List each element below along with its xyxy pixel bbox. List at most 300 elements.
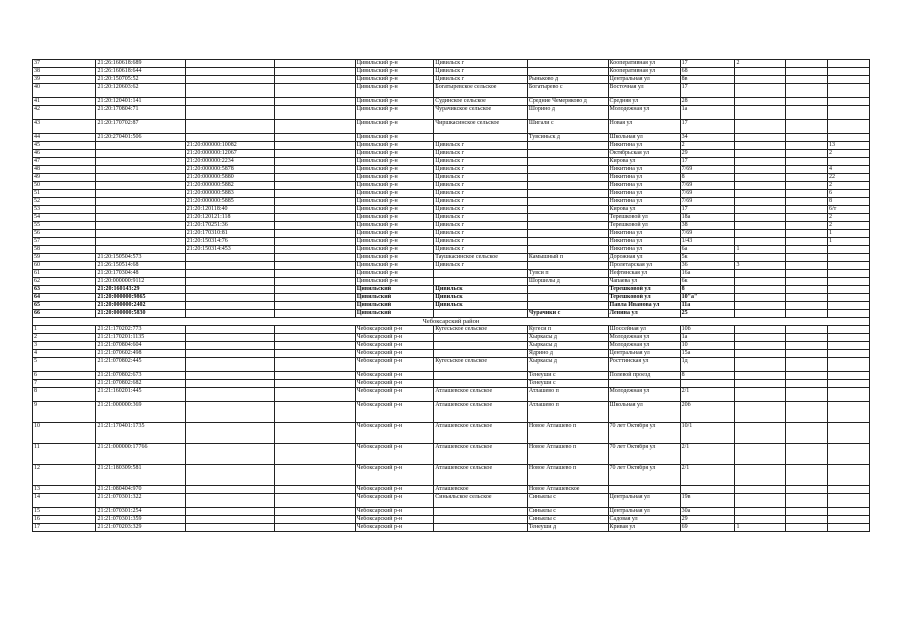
table-cell bbox=[735, 238, 786, 246]
table-cell: Чебоксарский р-н bbox=[355, 350, 434, 358]
table-cell: 17 bbox=[680, 206, 735, 214]
table-cell: Центральная ул bbox=[608, 494, 680, 508]
table-row bbox=[33, 214, 870, 222]
table-cell bbox=[827, 254, 869, 262]
table-cell bbox=[275, 350, 356, 358]
table-cell: 1/43 bbox=[680, 238, 735, 246]
table-cell: 21:20:000000:2234 bbox=[185, 158, 274, 166]
table-cell bbox=[275, 524, 356, 532]
table-cell: 25 bbox=[680, 310, 735, 318]
table-cell: 39 bbox=[33, 76, 96, 84]
table-cell bbox=[735, 254, 786, 262]
table-cell bbox=[735, 278, 786, 286]
table-cell: 21:21:070602:498 bbox=[96, 350, 185, 358]
table-cell: 21:21:170201:1135 bbox=[96, 334, 185, 342]
table-cell bbox=[527, 262, 608, 270]
table-cell: 30а bbox=[680, 508, 735, 516]
table-cell bbox=[275, 238, 356, 246]
table-cell: Цивильск г bbox=[434, 214, 528, 222]
table-row bbox=[33, 326, 870, 334]
table-row bbox=[33, 302, 870, 310]
table-cell: Павла Иванова ул bbox=[608, 302, 680, 310]
table-cell: 41 bbox=[33, 98, 96, 106]
table-cell bbox=[827, 423, 869, 444]
table-cell bbox=[827, 350, 869, 358]
table-cell bbox=[786, 134, 828, 142]
table-cell: 3 bbox=[735, 262, 786, 270]
table-cell: 3 bbox=[33, 342, 96, 350]
table-cell: 10/1 bbox=[680, 423, 735, 444]
table-row bbox=[33, 254, 870, 262]
table-cell bbox=[527, 302, 608, 310]
table-cell bbox=[786, 150, 828, 158]
table-cell bbox=[786, 380, 828, 388]
table-cell bbox=[786, 286, 828, 294]
table-cell bbox=[827, 60, 869, 68]
table-cell: 61 bbox=[33, 270, 96, 278]
table-cell bbox=[786, 68, 828, 76]
table-cell: 21:21:080404:970 bbox=[96, 486, 185, 494]
table-cell: 10б bbox=[680, 326, 735, 334]
table-cell: 21:20:000000:5830 bbox=[96, 310, 185, 318]
table-cell: Цивильский р-н bbox=[355, 174, 434, 182]
table-cell bbox=[827, 444, 869, 465]
table-cell: 42 bbox=[33, 106, 96, 120]
table-cell: 8 bbox=[680, 174, 735, 182]
table-cell bbox=[786, 222, 828, 230]
table-cell: Атлашевское сельское bbox=[434, 444, 528, 465]
table-cell: Цивильск bbox=[434, 286, 528, 294]
table-cell: Ленина ул bbox=[608, 310, 680, 318]
table-cell: Атлашевское сельское bbox=[434, 465, 528, 486]
table-cell: 63 bbox=[33, 286, 96, 294]
table-cell: Терешковой ул bbox=[608, 214, 680, 222]
table-cell bbox=[735, 423, 786, 444]
table-cell: Средняя ул bbox=[608, 98, 680, 106]
table-cell bbox=[827, 516, 869, 524]
table-cell bbox=[735, 98, 786, 106]
table-cell: 68 bbox=[680, 68, 735, 76]
table-row bbox=[33, 372, 870, 380]
table-cell: Цивильск bbox=[434, 302, 528, 310]
table-cell bbox=[275, 326, 356, 334]
table-cell bbox=[735, 294, 786, 302]
table-cell: Цивильский р-н bbox=[355, 120, 434, 134]
table-row bbox=[33, 516, 870, 524]
table-cell bbox=[275, 388, 356, 402]
table-cell: 47 bbox=[33, 158, 96, 166]
table-cell: 34 bbox=[680, 134, 735, 142]
table-cell bbox=[827, 134, 869, 142]
table-cell: 59 bbox=[33, 254, 96, 262]
table-cell: 6 bbox=[827, 190, 869, 198]
table-row bbox=[33, 174, 870, 182]
table-cell: 1 bbox=[735, 524, 786, 532]
table-cell bbox=[827, 465, 869, 486]
table-cell bbox=[185, 278, 274, 286]
table-cell: Богатыревское сельское bbox=[434, 84, 528, 98]
table-cell: Цивильский bbox=[355, 286, 434, 294]
table-cell: 57 bbox=[33, 238, 96, 246]
table-cell: 2 bbox=[827, 182, 869, 190]
table-cell: 21:20:170310:81 bbox=[185, 230, 274, 238]
table-cell bbox=[786, 214, 828, 222]
table-cell: 21:21:070203:329 bbox=[96, 524, 185, 532]
table-cell bbox=[827, 494, 869, 508]
table-cell: Молодежная ул bbox=[608, 106, 680, 120]
table-cell: 10 bbox=[33, 423, 96, 444]
table-cell: Шоршелы д bbox=[527, 278, 608, 286]
table-cell: Тенеуши с bbox=[527, 372, 608, 380]
table-cell: 54 bbox=[33, 214, 96, 222]
table-cell bbox=[185, 423, 274, 444]
table-cell: 62 bbox=[33, 278, 96, 286]
table-cell: Кугесьское сельское bbox=[434, 326, 528, 334]
table-cell: Молодежная ул bbox=[608, 342, 680, 350]
table-cell bbox=[275, 262, 356, 270]
table-cell bbox=[786, 423, 828, 444]
table-cell bbox=[786, 174, 828, 182]
table-cell: 21:21:070301:322 bbox=[96, 494, 185, 508]
table-cell bbox=[275, 270, 356, 278]
table-cell: 2 bbox=[827, 150, 869, 158]
table-cell bbox=[827, 310, 869, 318]
table-cell: 70 лет Октября ул bbox=[608, 444, 680, 465]
table-cell bbox=[275, 134, 356, 142]
table-cell bbox=[786, 278, 828, 286]
table-cell bbox=[527, 230, 608, 238]
table-cell bbox=[827, 388, 869, 402]
table-cell bbox=[185, 310, 274, 318]
table-cell bbox=[735, 302, 786, 310]
table-cell bbox=[735, 380, 786, 388]
table-cell bbox=[827, 262, 869, 270]
table-row bbox=[33, 278, 870, 286]
table-cell: Цивильский р-н bbox=[355, 60, 434, 68]
table-cell bbox=[96, 222, 185, 230]
table-cell bbox=[185, 98, 274, 106]
table-cell: Чебоксарский р-н bbox=[355, 326, 434, 334]
table-cell bbox=[527, 182, 608, 190]
table-cell bbox=[185, 76, 274, 84]
table-cell bbox=[185, 254, 274, 262]
table-cell bbox=[735, 84, 786, 98]
table-cell bbox=[786, 294, 828, 302]
table-cell: Цивильск г bbox=[434, 76, 528, 84]
table-cell: Атлашевское сельское bbox=[434, 388, 528, 402]
table-cell bbox=[275, 166, 356, 174]
table-cell: Атлашевское сельское bbox=[434, 402, 528, 423]
table-cell bbox=[185, 326, 274, 334]
table-cell bbox=[96, 190, 185, 198]
table-cell bbox=[527, 68, 608, 76]
table-cell: Чебоксарский р-н bbox=[355, 423, 434, 444]
table-cell: 21:20:150314:76 bbox=[185, 238, 274, 246]
table-cell: 2 bbox=[33, 334, 96, 342]
table-cell: Цивильский р-н bbox=[355, 270, 434, 278]
table-cell bbox=[735, 350, 786, 358]
table-cell bbox=[434, 310, 528, 318]
table-cell: 5к bbox=[680, 254, 735, 262]
table-cell bbox=[275, 508, 356, 516]
table-cell: 21:20:120121:118 bbox=[185, 214, 274, 222]
table-cell: Рыньково д bbox=[527, 76, 608, 84]
table-cell bbox=[827, 334, 869, 342]
table-cell: Цивильск г bbox=[434, 142, 528, 150]
table-cell bbox=[735, 68, 786, 76]
table-cell: 21:21:000000:369 bbox=[96, 402, 185, 423]
table-cell: 5 bbox=[33, 358, 96, 372]
table-cell: Цивильск г bbox=[434, 190, 528, 198]
table-cell: Цивильский р-н bbox=[355, 214, 434, 222]
table-cell bbox=[185, 516, 274, 524]
table-row bbox=[33, 84, 870, 98]
table-cell: Цивильск г bbox=[434, 174, 528, 182]
table-row bbox=[33, 166, 870, 174]
table-cell bbox=[786, 270, 828, 278]
table-cell bbox=[275, 516, 356, 524]
table-cell bbox=[434, 278, 528, 286]
table-cell bbox=[275, 150, 356, 158]
table-cell: Цивильск г bbox=[434, 198, 528, 206]
table-cell: Атлашево п bbox=[527, 402, 608, 423]
table-cell: 17 bbox=[680, 84, 735, 98]
table-cell: Цивильский р-н bbox=[355, 76, 434, 84]
table-cell bbox=[185, 286, 274, 294]
table-cell bbox=[185, 388, 274, 402]
table-cell bbox=[527, 150, 608, 158]
table-cell bbox=[608, 380, 680, 388]
table-cell bbox=[827, 358, 869, 372]
table-cell: 21:21:070804:604 bbox=[96, 342, 185, 350]
table-cell: Чебоксарский р-н bbox=[355, 508, 434, 516]
table-cell: Чебоксарский р-н bbox=[355, 494, 434, 508]
table-cell bbox=[735, 358, 786, 372]
table-cell: Чебоксарский р-н bbox=[355, 402, 434, 423]
table-cell: 1 bbox=[827, 230, 869, 238]
table-cell: 21:20:120118:40 bbox=[185, 206, 274, 214]
table-cell: 15 bbox=[33, 508, 96, 516]
table-cell: Ядрино д bbox=[527, 350, 608, 358]
table-cell bbox=[185, 380, 274, 388]
table-cell: 21:20:160143:29 bbox=[96, 286, 185, 294]
table-cell bbox=[827, 402, 869, 423]
table-row bbox=[33, 262, 870, 270]
table-cell bbox=[827, 380, 869, 388]
table-cell: 18а bbox=[680, 214, 735, 222]
table-cell: Тувсиньск д bbox=[527, 134, 608, 142]
table-cell bbox=[735, 230, 786, 238]
table-cell bbox=[786, 388, 828, 402]
table-cell bbox=[735, 166, 786, 174]
table-cell bbox=[275, 278, 356, 286]
table-cell: 8 bbox=[680, 372, 735, 380]
table-cell bbox=[735, 444, 786, 465]
table-cell: Молодежная ул bbox=[608, 388, 680, 402]
table-cell bbox=[275, 486, 356, 494]
table-cell: 21:21:170401:1735 bbox=[96, 423, 185, 444]
table-cell bbox=[786, 326, 828, 334]
table-cell bbox=[735, 310, 786, 318]
table-row bbox=[33, 198, 870, 206]
table-cell: Дорожная ул bbox=[608, 254, 680, 262]
table-cell bbox=[275, 190, 356, 198]
table-cell bbox=[275, 286, 356, 294]
table-cell: Цивильск г bbox=[434, 166, 528, 174]
table-cell: 51 bbox=[33, 190, 96, 198]
table-cell bbox=[827, 270, 869, 278]
table-cell: Молодежная ул bbox=[608, 334, 680, 342]
table-row bbox=[33, 246, 870, 254]
table-cell: 21:20:000000:9112 bbox=[96, 278, 185, 286]
table-cell: 21:20:000000:5885 bbox=[185, 198, 274, 206]
table-cell bbox=[275, 206, 356, 214]
table-cell: Чурачикское сельское bbox=[434, 106, 528, 120]
table-cell: 17 bbox=[680, 60, 735, 68]
table-cell: 7/69 bbox=[680, 230, 735, 238]
table-cell: 21:20:150705:52 bbox=[96, 76, 185, 84]
table-cell bbox=[786, 254, 828, 262]
table-cell bbox=[735, 142, 786, 150]
table-row bbox=[33, 150, 870, 158]
table-cell: 21:21:070802:673 bbox=[96, 372, 185, 380]
table-cell: 44 bbox=[33, 134, 96, 142]
table-cell: 21:20:170804:71 bbox=[96, 106, 185, 120]
table-cell bbox=[185, 524, 274, 532]
table-cell bbox=[434, 350, 528, 358]
table-cell: 20б bbox=[680, 402, 735, 423]
table-cell: 64 bbox=[33, 294, 96, 302]
table-cell bbox=[827, 120, 869, 134]
table-row bbox=[33, 142, 870, 150]
table-cell: 2/1 bbox=[680, 465, 735, 486]
table-cell bbox=[434, 380, 528, 388]
table-row bbox=[33, 310, 870, 318]
table-row bbox=[33, 380, 870, 388]
table-cell bbox=[786, 190, 828, 198]
table-cell: 58 bbox=[33, 246, 96, 254]
table-cell bbox=[735, 134, 786, 142]
table-cell: Октябрьская ул bbox=[608, 150, 680, 158]
table-row bbox=[33, 494, 870, 508]
table-cell bbox=[786, 508, 828, 516]
table-cell bbox=[786, 524, 828, 532]
table-cell bbox=[275, 423, 356, 444]
table-row bbox=[33, 402, 870, 423]
table-cell bbox=[275, 120, 356, 134]
table-cell: Тувси п bbox=[527, 270, 608, 278]
table-cell: Тенеуши с bbox=[527, 380, 608, 388]
table-cell: Судинское сельское bbox=[434, 98, 528, 106]
table-cell bbox=[527, 286, 608, 294]
table-cell: Атлашево п bbox=[527, 388, 608, 402]
table-cell: Цивильский р-н bbox=[355, 278, 434, 286]
table-cell: Цивильский р-н bbox=[355, 222, 434, 230]
table-cell bbox=[275, 294, 356, 302]
table-cell: 21:20:120603:62 bbox=[96, 84, 185, 98]
table-row bbox=[33, 444, 870, 465]
table-cell bbox=[786, 158, 828, 166]
table-row bbox=[33, 98, 870, 106]
table-cell bbox=[434, 516, 528, 524]
table-cell: Цивильск г bbox=[434, 150, 528, 158]
table-cell bbox=[786, 310, 828, 318]
table-cell: Кугесьское сельское bbox=[434, 358, 528, 372]
table-cell: Цивильский р-н bbox=[355, 142, 434, 150]
table-cell: 1 bbox=[735, 246, 786, 254]
table-cell: Росттинская ул bbox=[608, 358, 680, 372]
table-cell: Цивильский р-н bbox=[355, 150, 434, 158]
table-cell: 38 bbox=[680, 222, 735, 230]
table-cell: 1 bbox=[33, 326, 96, 334]
table-cell: Цивильский р-н bbox=[355, 198, 434, 206]
table-cell: 50 bbox=[33, 182, 96, 190]
table-cell: 16 bbox=[33, 516, 96, 524]
table-cell bbox=[735, 388, 786, 402]
table-cell: 21:21:170202:773 bbox=[96, 326, 185, 334]
table-cell: 29 bbox=[680, 150, 735, 158]
table-cell bbox=[275, 342, 356, 350]
table-row bbox=[33, 465, 870, 486]
table-cell: 4 bbox=[33, 350, 96, 358]
table-cell: 7/69 bbox=[680, 166, 735, 174]
table-cell bbox=[786, 372, 828, 380]
table-cell: 69 bbox=[680, 524, 735, 532]
table-cell: Хыркасы д bbox=[527, 358, 608, 372]
table-cell bbox=[96, 230, 185, 238]
table-cell: Синьяльское сельское bbox=[434, 494, 528, 508]
table-cell bbox=[786, 84, 828, 98]
table-cell: Синьялы с bbox=[527, 494, 608, 508]
table-cell: 21:20:170251:36 bbox=[185, 222, 274, 230]
table-cell bbox=[434, 508, 528, 516]
table-cell bbox=[185, 262, 274, 270]
table-cell: Цивильск г bbox=[434, 238, 528, 246]
table-cell: Пролетарская ул bbox=[608, 262, 680, 270]
table-cell: Цивильский р-н bbox=[355, 262, 434, 270]
table-cell bbox=[527, 166, 608, 174]
table-cell: Таушкасинское сельское bbox=[434, 254, 528, 262]
table-cell: 2 bbox=[680, 142, 735, 150]
table-cell: 2 bbox=[827, 214, 869, 222]
table-row bbox=[33, 222, 870, 230]
table-cell: 7 bbox=[33, 380, 96, 388]
table-cell: Новое Атлашево п bbox=[527, 423, 608, 444]
table-row bbox=[33, 60, 870, 68]
table-cell bbox=[735, 206, 786, 214]
table-cell: Хыркасы д bbox=[527, 334, 608, 342]
table-row bbox=[33, 106, 870, 120]
table-cell: 8 bbox=[680, 286, 735, 294]
table-cell: 7/69 bbox=[680, 198, 735, 206]
table-cell bbox=[185, 358, 274, 372]
table-cell bbox=[185, 444, 274, 465]
table-cell: 55 bbox=[33, 222, 96, 230]
table-cell bbox=[735, 150, 786, 158]
table-cell: 21:26:160618:644 bbox=[96, 68, 185, 76]
table-cell: 21:20:000000:5882 bbox=[185, 182, 274, 190]
table-cell: 7/69 bbox=[680, 182, 735, 190]
table-cell bbox=[735, 342, 786, 350]
table-cell: 15а bbox=[680, 350, 735, 358]
table-cell bbox=[275, 68, 356, 76]
table-cell: 21:20:000000:2402 bbox=[96, 302, 185, 310]
table-cell: Новая ул bbox=[608, 120, 680, 134]
table-cell: Цивильский р-н bbox=[355, 166, 434, 174]
table-cell: 21:21:070301:254 bbox=[96, 508, 185, 516]
table-cell: Кирова ул bbox=[608, 206, 680, 214]
table-cell bbox=[275, 372, 356, 380]
